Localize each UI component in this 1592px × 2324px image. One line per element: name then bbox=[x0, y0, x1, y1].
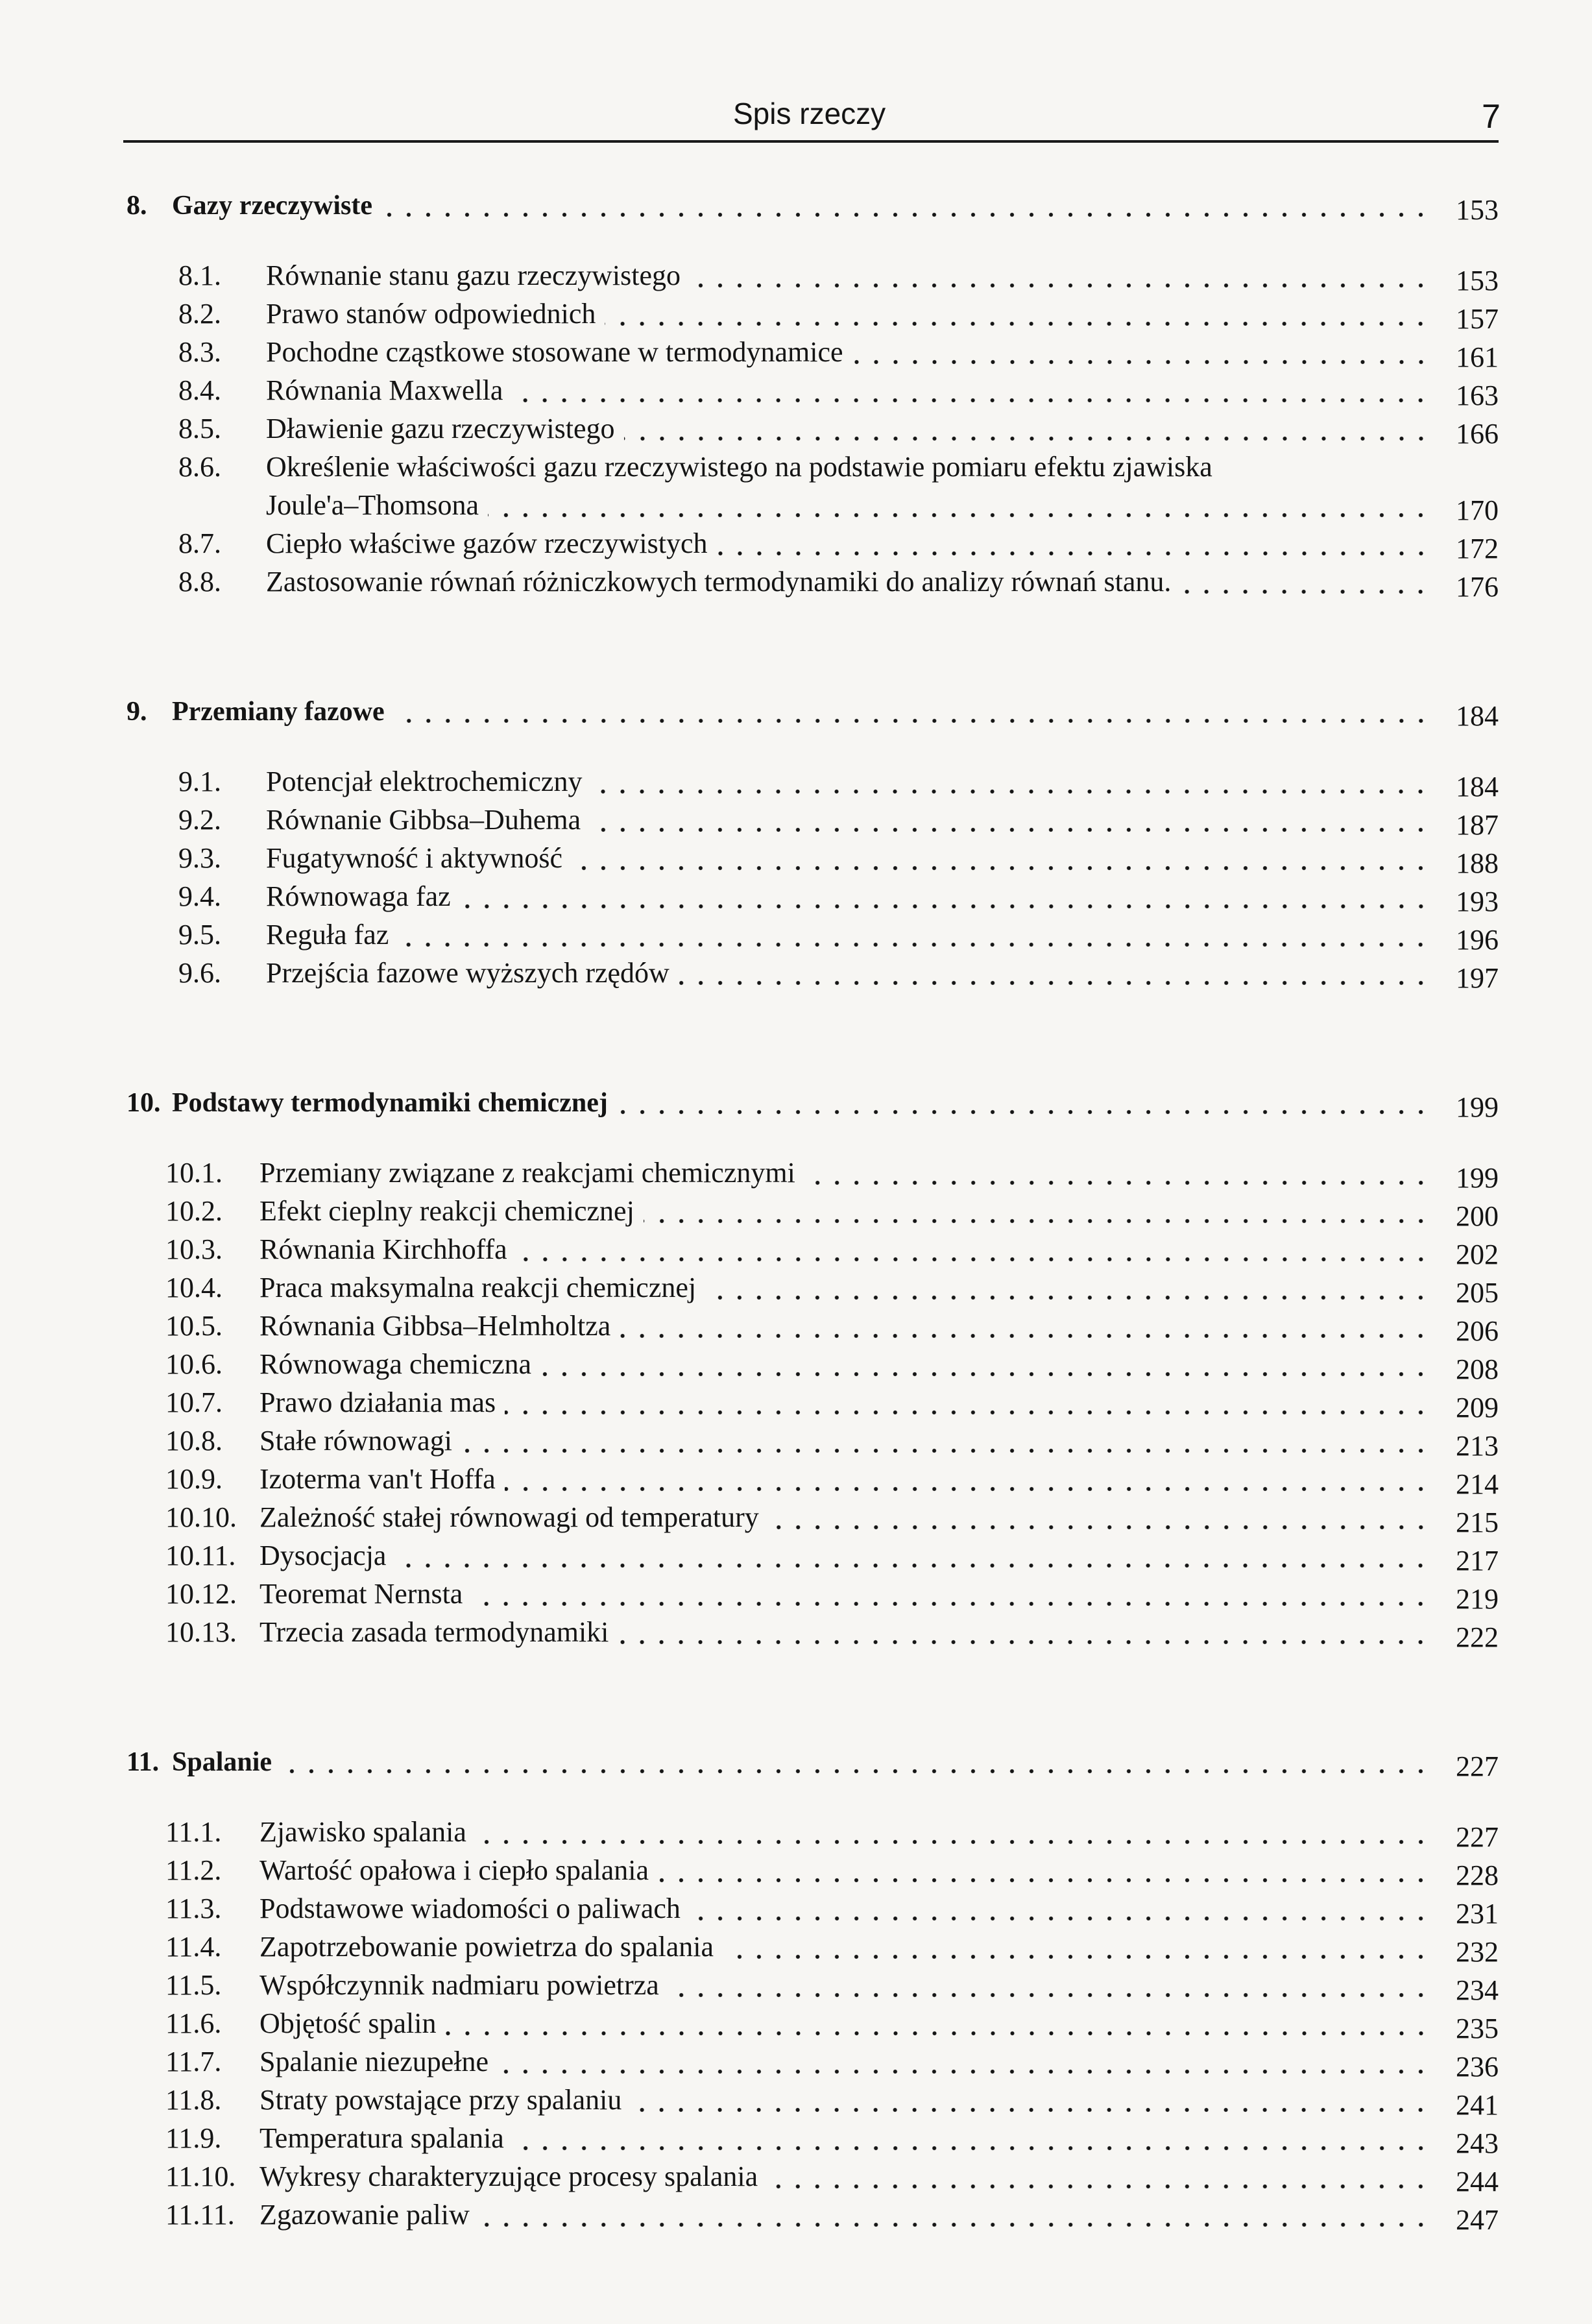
entry-number: 11.8. bbox=[165, 2084, 222, 2116]
dot-leader bbox=[446, 2029, 1430, 2038]
entry-title-line1: Określenie właściwości gazu rzeczywistego na podstawie pomiaru efektu zjawiska bbox=[266, 451, 1212, 483]
chapter-group bbox=[0, 691, 1592, 994]
section-entry bbox=[0, 562, 1499, 603]
dot-leader bbox=[505, 1408, 1430, 1417]
entry-number: 8.6. bbox=[178, 451, 221, 483]
entry-page: 193 bbox=[1456, 886, 1499, 917]
section-entry bbox=[0, 1536, 1499, 1577]
entry-title: Temperatura spalania bbox=[259, 2124, 513, 2153]
entry-number: 11.10. bbox=[165, 2161, 236, 2192]
entry-title: Zależność stałej równowagi od temperatury bbox=[259, 1503, 768, 1532]
entry-number: 8.2. bbox=[178, 298, 221, 330]
entry-title: Równania Kirchhoffa bbox=[259, 1235, 516, 1264]
entry-title: Efekt cieplny reakcji chemicznej bbox=[259, 1197, 644, 1226]
entry-number: 9.5. bbox=[178, 919, 221, 950]
entry-page: 196 bbox=[1456, 924, 1499, 956]
section-entry bbox=[0, 332, 1499, 373]
entry-title: Równanie stanu gazu rzeczywistego bbox=[266, 261, 690, 290]
dot-leader bbox=[516, 1255, 1430, 1264]
entry-page: 231 bbox=[1456, 1898, 1499, 1930]
dot-leader bbox=[717, 549, 1430, 558]
entry-page: 222 bbox=[1456, 1621, 1499, 1653]
dot-leader bbox=[513, 2144, 1430, 2153]
entry-title: Trzecia zasada termodynamiki bbox=[259, 1618, 618, 1647]
dot-leader bbox=[505, 1484, 1430, 1494]
entry-number: 11.1. bbox=[165, 1816, 222, 1848]
dot-leader bbox=[768, 1523, 1430, 1532]
section-entry bbox=[0, 256, 1499, 297]
entry-page: 234 bbox=[1456, 1974, 1499, 2006]
dot-leader bbox=[498, 2067, 1430, 2076]
chapter-entry bbox=[0, 185, 1499, 226]
entry-title: Współczynnik nadmiaru powietrza bbox=[259, 1971, 668, 2000]
entry-page: 161 bbox=[1456, 341, 1499, 373]
entry-number: 10.7. bbox=[165, 1386, 223, 1418]
entry-number: 11.11. bbox=[165, 2199, 235, 2231]
dot-leader bbox=[381, 210, 1430, 219]
entry-title: Równowaga chemiczna bbox=[259, 1350, 540, 1379]
dot-leader bbox=[281, 1767, 1430, 1776]
entry-number: 8.5. bbox=[178, 413, 221, 444]
dot-leader bbox=[1180, 587, 1430, 596]
section-entry bbox=[0, 953, 1499, 994]
entry-title: Zgazowanie paliw bbox=[259, 2201, 479, 2229]
chapter-entry bbox=[0, 1082, 1499, 1123]
dot-leader bbox=[472, 1599, 1430, 1608]
section-entry bbox=[0, 1306, 1499, 1347]
section-entry bbox=[0, 1421, 1499, 1462]
entry-page: 208 bbox=[1456, 1353, 1499, 1385]
entry-number: 8.3. bbox=[178, 336, 221, 368]
entry-title: Zastosowanie równań różniczkowych termodynamiki do analizy równań stanu. bbox=[266, 568, 1180, 596]
dot-leader bbox=[705, 1293, 1430, 1302]
section-entry bbox=[0, 915, 1499, 956]
entry-number: 9.1. bbox=[178, 766, 221, 797]
entry-page: 199 bbox=[1456, 1091, 1499, 1123]
entry-page: 202 bbox=[1456, 1239, 1499, 1270]
entry-page: 200 bbox=[1456, 1200, 1499, 1232]
entry-title: Spalanie niezupełne bbox=[259, 2048, 498, 2076]
dot-leader bbox=[540, 1370, 1430, 1379]
entry-title: Wartość opałowa i ciepło spalania bbox=[259, 1856, 658, 1885]
section-entry bbox=[0, 2118, 1499, 2157]
entry-page: 219 bbox=[1456, 1583, 1499, 1615]
section-entry bbox=[0, 294, 1499, 335]
section-entry bbox=[0, 1965, 1499, 2006]
section-entry bbox=[0, 1229, 1499, 1268]
entry-title: Straty powstające przy spalaniu bbox=[259, 2086, 631, 2114]
section-entry bbox=[0, 1889, 1499, 1930]
entry-page: 153 bbox=[1456, 265, 1499, 297]
dot-leader bbox=[723, 1952, 1430, 1961]
dot-leader bbox=[658, 1876, 1430, 1885]
section-entry bbox=[0, 1812, 1499, 1853]
entry-title: Prawo stanów odpowiednich bbox=[266, 300, 605, 328]
entry-page: 188 bbox=[1456, 847, 1499, 879]
section-entry bbox=[0, 1612, 1499, 1651]
dot-leader bbox=[624, 434, 1430, 443]
entry-number: 8.7. bbox=[178, 527, 221, 559]
dot-leader bbox=[644, 1216, 1430, 1226]
entry-title: Zjawisko spalania bbox=[259, 1818, 476, 1846]
entry-number: 9.2. bbox=[178, 804, 221, 836]
entry-page: 184 bbox=[1456, 771, 1499, 803]
section-entry bbox=[0, 1344, 1499, 1383]
entry-title: Równania Gibbsa–Helmholtza bbox=[259, 1312, 620, 1340]
dot-leader bbox=[590, 825, 1430, 834]
section-entry bbox=[0, 877, 1499, 915]
entry-title: Prawo działania mas bbox=[259, 1388, 505, 1417]
entry-page: 176 bbox=[1456, 571, 1499, 603]
entry-title: Dysocjacja bbox=[259, 1542, 395, 1570]
dot-leader bbox=[572, 864, 1430, 873]
entry-title: Teoremat Nernsta bbox=[259, 1580, 472, 1608]
entry-title: Wykresy charakteryzujące procesy spalania bbox=[259, 2162, 767, 2191]
section-entry bbox=[0, 370, 1499, 409]
entry-number: 10.1. bbox=[165, 1157, 223, 1189]
entry-title: Podstawy termodynamiki chemicznej bbox=[172, 1089, 617, 1117]
section-entry-continuation bbox=[0, 485, 1499, 524]
entry-page: 199 bbox=[1456, 1162, 1499, 1194]
entry-number: 10.3. bbox=[165, 1233, 223, 1265]
entry-number: 10.11. bbox=[165, 1540, 236, 1571]
section-entry bbox=[0, 1191, 1499, 1232]
dot-leader bbox=[690, 281, 1430, 290]
dot-leader bbox=[395, 1561, 1430, 1570]
entry-page: 166 bbox=[1456, 418, 1499, 450]
entry-page: 217 bbox=[1456, 1545, 1499, 1577]
dot-leader bbox=[461, 1446, 1430, 1455]
dot-leader bbox=[488, 511, 1430, 520]
entry-number: 9.4. bbox=[178, 880, 221, 912]
entry-page: 241 bbox=[1456, 2089, 1499, 2121]
entry-title: Zapotrzebowanie powietrza do spalania bbox=[259, 1933, 723, 1961]
entry-number: 11.2. bbox=[165, 1854, 222, 1886]
entry-page: 213 bbox=[1456, 1430, 1499, 1462]
section-entry bbox=[0, 2080, 1499, 2121]
entry-number: 10.12. bbox=[165, 1578, 237, 1610]
entry-page: 236 bbox=[1456, 2051, 1499, 2083]
section-entry bbox=[0, 838, 1499, 877]
dot-leader bbox=[476, 1837, 1430, 1846]
header-rule bbox=[123, 140, 1499, 143]
dot-leader bbox=[617, 1108, 1430, 1117]
entry-number: 10.4. bbox=[165, 1272, 223, 1303]
entry-number: 10.10. bbox=[165, 1501, 237, 1533]
entry-number: 10.13. bbox=[165, 1616, 237, 1648]
entry-title: Przemiany fazowe bbox=[172, 698, 394, 725]
section-entry bbox=[0, 1383, 1499, 1421]
entry-page: 170 bbox=[1456, 494, 1499, 526]
entry-number: 8. bbox=[127, 191, 147, 221]
entry-number: 11.9. bbox=[165, 2122, 222, 2154]
entry-number: 11.3. bbox=[165, 1893, 222, 1924]
entry-title: Objętość spalin bbox=[259, 2009, 446, 2038]
dot-leader bbox=[852, 357, 1430, 367]
entry-title: Izoterma van't Hoffa bbox=[259, 1465, 505, 1494]
dot-leader bbox=[479, 2220, 1430, 2229]
entry-page: 205 bbox=[1456, 1277, 1499, 1309]
section-entry bbox=[0, 1574, 1499, 1615]
dot-leader bbox=[591, 787, 1430, 796]
running-header-title: Spis rzeczy bbox=[733, 97, 886, 130]
entry-title: Równanie Gibbsa–Duhema bbox=[266, 806, 590, 834]
dot-leader bbox=[460, 902, 1430, 911]
entry-title: Równania Maxwella bbox=[266, 376, 512, 405]
dot-leader bbox=[631, 2105, 1430, 2114]
section-entry bbox=[0, 524, 1499, 562]
entry-title: Równowaga faz bbox=[266, 882, 460, 911]
entry-title: Pochodne cząstkowe stosowane w termodynamice bbox=[266, 338, 852, 367]
entry-number: 10.6. bbox=[165, 1348, 223, 1380]
entry-number: 10.5. bbox=[165, 1310, 223, 1342]
section-entry bbox=[0, 1268, 1499, 1309]
entry-title: Reguła faz bbox=[266, 921, 398, 949]
page-number: 7 bbox=[1482, 98, 1501, 136]
section-entry bbox=[0, 762, 1499, 803]
entry-number: 11.6. bbox=[165, 2007, 222, 2039]
dot-leader bbox=[394, 716, 1430, 725]
entry-title: Stałe równowagi bbox=[259, 1427, 461, 1455]
entry-page: 172 bbox=[1456, 533, 1499, 564]
section-entry bbox=[0, 2003, 1499, 2042]
entry-number: 8.4. bbox=[178, 374, 221, 406]
entry-page: 163 bbox=[1456, 380, 1499, 411]
entry-title: Przemiany związane z reakcjami chemicznymi bbox=[259, 1159, 804, 1187]
entry-number: 11. bbox=[127, 1747, 160, 1777]
entry-page: 153 bbox=[1456, 194, 1499, 226]
entry-page: 243 bbox=[1456, 2127, 1499, 2159]
entry-title: Fugatywność i aktywność bbox=[266, 844, 572, 873]
entry-title: Dławienie gazu rzeczywistego bbox=[266, 415, 624, 443]
dot-leader bbox=[668, 1991, 1430, 2000]
section-entry-line1 bbox=[0, 447, 1592, 485]
section-entry bbox=[0, 409, 1499, 450]
entry-title: Praca maksymalna reakcji chemicznej bbox=[259, 1274, 705, 1302]
entry-title: Gazy rzeczywiste bbox=[172, 192, 381, 219]
entry-title: Przejścia fazowe wyższych rzędów bbox=[266, 959, 679, 987]
chapter-entry bbox=[0, 1741, 1499, 1780]
section-entry bbox=[0, 2042, 1499, 2083]
section-entry bbox=[0, 1497, 1499, 1536]
dot-leader bbox=[804, 1178, 1430, 1187]
entry-page: 247 bbox=[1456, 2204, 1499, 2236]
entry-page: 209 bbox=[1456, 1392, 1499, 1423]
entry-title: Potencjał elektrochemiczny bbox=[266, 768, 591, 796]
entry-page: 214 bbox=[1456, 1468, 1499, 1500]
section-entry bbox=[0, 1927, 1499, 1968]
entry-number: 9.3. bbox=[178, 842, 221, 874]
entry-number: 10. bbox=[127, 1088, 161, 1118]
dot-leader bbox=[679, 978, 1430, 987]
entry-title: Spalanie bbox=[172, 1749, 281, 1776]
entry-page: 157 bbox=[1456, 303, 1499, 335]
chapter-entry bbox=[0, 691, 1499, 732]
dot-leader bbox=[605, 319, 1430, 328]
entry-number: 11.7. bbox=[165, 2046, 222, 2077]
entry-page: 228 bbox=[1456, 1859, 1499, 1891]
section-entry bbox=[0, 1153, 1499, 1194]
entry-number: 10.8. bbox=[165, 1425, 223, 1457]
dot-leader bbox=[398, 940, 1430, 949]
entry-number: 8.1. bbox=[178, 260, 221, 291]
entry-title: Joule'a–Thomsona bbox=[266, 491, 488, 520]
entry-page: 227 bbox=[1456, 1750, 1499, 1782]
chapter-group bbox=[0, 185, 1592, 603]
entry-number: 8.8. bbox=[178, 566, 221, 598]
entry-page: 244 bbox=[1456, 2166, 1499, 2197]
entry-number: 11.5. bbox=[165, 1969, 222, 2001]
entry-title: Ciepło właściwe gazów rzeczywistych bbox=[266, 529, 717, 558]
dot-leader bbox=[620, 1331, 1430, 1340]
entry-page: 187 bbox=[1456, 809, 1499, 841]
section-entry bbox=[0, 2157, 1499, 2195]
entry-page: 184 bbox=[1456, 700, 1499, 732]
entry-page: 197 bbox=[1456, 962, 1499, 994]
section-entry bbox=[0, 1850, 1499, 1889]
dot-leader bbox=[512, 396, 1430, 405]
section-entry bbox=[0, 1459, 1499, 1500]
entry-page: 232 bbox=[1456, 1936, 1499, 1968]
entry-page: 206 bbox=[1456, 1315, 1499, 1347]
entry-title: Podstawowe wiadomości o paliwach bbox=[259, 1894, 690, 1923]
dot-leader bbox=[767, 2182, 1430, 2191]
dot-leader bbox=[690, 1914, 1430, 1923]
chapter-group bbox=[0, 1741, 1592, 2236]
section-entry bbox=[0, 800, 1499, 841]
entry-number: 10.9. bbox=[165, 1463, 223, 1495]
section-entry bbox=[0, 2195, 1499, 2236]
entry-page: 235 bbox=[1456, 2013, 1499, 2044]
entry-number: 10.2. bbox=[165, 1195, 223, 1227]
table-of-contents bbox=[0, 185, 1592, 2324]
entry-number: 9. bbox=[127, 697, 147, 727]
entry-page: 227 bbox=[1456, 1821, 1499, 1853]
entry-page: 215 bbox=[1456, 1507, 1499, 1538]
entry-number: 11.4. bbox=[165, 1931, 222, 1963]
entry-number: 9.6. bbox=[178, 957, 221, 989]
dot-leader bbox=[618, 1638, 1430, 1647]
chapter-group bbox=[0, 1082, 1592, 1651]
